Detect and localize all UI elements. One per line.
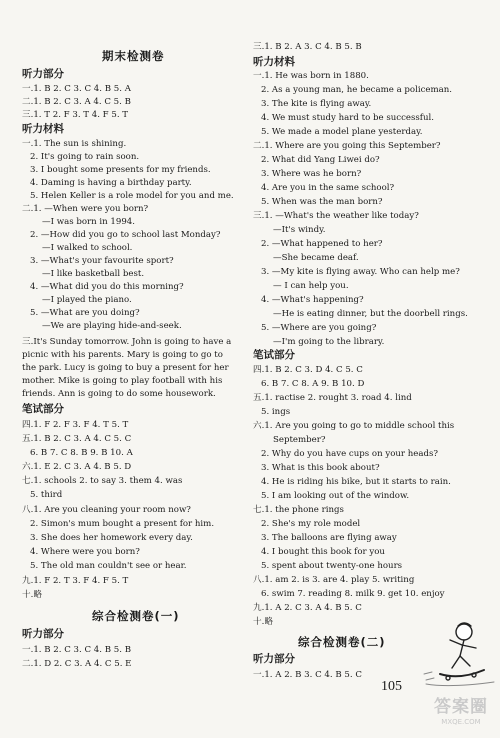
answer-line: 6. B 7. C 8. B 9. B 10. A [30,448,133,458]
material-line: 三.1. —What's the weather like today? [253,211,419,221]
listen-heading: 听力部分 [253,653,295,665]
answer-line: 5. spent about twenty-one hours [261,561,403,571]
material-heading: 听力材料 [22,123,64,135]
material-line: 4. We must study hard to be successful. [261,113,434,123]
answer-line: 四.1. F 2. F 3. F 4. T 5. T [22,420,129,430]
material-line: friends. Ann is going to do some housework. [22,389,216,399]
answer-line: 九.1. A 2. C 3. A 4. B 5. C [253,603,362,613]
material-line: 3. I bought some presents for my friends. [30,165,211,175]
answer-line: 七.1. the phone rings [253,505,344,515]
material-line: — I can help you. [273,281,349,291]
answer-line: 2. She's my role model [261,519,361,529]
answer-line: 2. Why do you have cups on your heads? [261,449,439,459]
answer-line: 一.1. B 2. C 3. C 4. B 5. B [22,645,132,655]
answer-line: 八.1. Are you cleaning your room now? [22,505,191,515]
material-line: —She became deaf. [273,253,359,263]
material-line: 5. —Where are you going? [261,323,377,333]
material-line: 2. It's going to rain soon. [30,152,140,162]
material-line: 5. We made a model plane yesterday. [261,127,423,137]
material-line: —I walked to school. [42,243,133,253]
material-line: 5. Helen Keller is a role model for you and me. [30,191,234,201]
answer-line: 十.略 [253,617,273,627]
material-line: —It's windy. [273,225,326,235]
material-line: 3. —What's your favourite sport? [30,256,174,266]
answer-line: 4. He is riding his bike, but it starts to rain. [261,477,451,487]
listen-heading: 听力部分 [22,68,64,80]
answer-line: 3. The balloons are flying away [261,533,397,543]
material-line: 3. The kite is flying away. [261,99,372,109]
material-heading: 听力材料 [253,56,295,68]
material-line: 5. When was the man born? [261,197,383,207]
material-line: 一.1. The sun is shining. [22,139,127,149]
material-line: picnic with his parents. Mary is going to go to [22,350,223,360]
material-line: 4. Daming is having a birthday party. [30,178,192,188]
answer-line: 五.1. ractise 2. rought 3. road 4. lind [253,393,412,403]
material-line: 4. —What's happening? [261,295,364,305]
section-title: 综合检测卷(二) [298,635,386,649]
answer-line: 八.1. am 2. is 3. are 4. play 5. writing [253,575,415,585]
watermark-logo: 答案圈 [434,697,488,717]
material-line: —I'm going to the library. [273,337,385,347]
listen-heading: 听力部分 [22,628,64,640]
watermark [425,696,497,736]
page-number: 105 [381,679,402,694]
answer-line: 6. swim 7. reading 8. milk 9. get 10. enjoy [261,589,445,599]
material-line: 4. Are you in the same school? [261,183,395,193]
answer-line: 4. I bought this book for you [261,547,385,557]
material-line: 2. —How did you go to school last Monday? [30,230,221,240]
material-line: 2. What did Yang Liwei do? [261,155,380,165]
material-line: mother. Mike is going to play football with his [22,376,223,386]
answer-line: 三.1. B 2. A 3. C 4. B 5. B [253,42,362,52]
written-heading: 笔试部分 [253,349,295,361]
material-line: 2. As a young man, he became a policeman. [261,85,453,95]
answer-line: 5. ings [261,407,291,417]
page-title: 期末检测卷 [102,49,165,63]
answer-line: 2. Simon's mum bought a present for him. [30,519,215,529]
answer-line: 九.1. F 2. T 3. F 4. F 5. T [22,576,129,586]
answer-line: 六.1. E 2. C 3. A 4. B 5. D [22,462,132,472]
answer-line: 5. I am looking out of the window. [261,491,410,501]
material-line: 3. —My kite is flying away. Who can help me? [261,267,460,277]
material-line: —I like basketball best. [42,269,145,279]
answer-line: 3. What is this book about? [261,463,380,473]
answer-line: 3. She does her homework every day. [30,533,193,543]
answer-line: 四.1. B 2. C 3. D 4. C 5. C [253,365,363,375]
answer-line: 十.略 [22,590,42,600]
material-line: 二.1. —When were you born? [22,204,149,214]
answer-line: 六.1. Are you going to go to middle school this [253,421,455,431]
answer-line: 二.1. D 2. C 3. A 4. C 5. E [22,659,132,669]
material-line: 二.1. Where are you going this September? [253,141,441,151]
answer-line: 5. The old man couldn't see or hear. [30,561,187,571]
watermark-url: MXQE.COM [441,718,481,726]
answer-line: 4. Where were you born? [30,547,140,557]
material-line: —I was born in 1994. [42,217,136,227]
answer-line: 二.1. B 2. C 3. A 4. C 5. B [22,97,131,107]
skateboarder-illustration [420,612,500,692]
material-line: —We are playing hide-and-seek. [42,321,182,331]
answer-line: 一.1. B 2. C 3. C 4. B 5. A [22,84,131,94]
material-line: 2. —What happened to her? [261,239,383,249]
material-line: 3. Where was he born? [261,169,362,179]
material-line: 一.1. He was born in 1880. [253,71,369,81]
answer-line: 5. third [30,490,63,500]
answer-line: 七.1. schools 2. to say 3. them 4. was [22,476,183,486]
material-line: 5. —What are you doing? [30,308,140,318]
material-line: 4. —What did you do this morning? [30,282,184,292]
material-line: —I played the piano. [42,295,132,305]
answer-line: September? [273,435,326,445]
answer-line: 三.1. T 2. F 3. T 4. F 5. T [22,110,129,120]
answer-line: 五.1. B 2. C 3. A 4. C 5. C [22,434,132,444]
material-line: the park. Lucy is going to buy a present for her [22,363,229,373]
material-line: —He is eating dinner, but the doorbell rings. [273,309,468,319]
answer-line: 6. B 7. C 8. A 9. B 10. D [261,379,365,389]
written-heading: 笔试部分 [22,403,64,415]
material-line: 三.It's Sunday tomorrow. John is going to have a [22,337,232,347]
section-title: 综合检测卷(一) [92,609,180,623]
answer-line: 一.1. A 2. B 3. C 4. B 5. C [253,670,362,680]
